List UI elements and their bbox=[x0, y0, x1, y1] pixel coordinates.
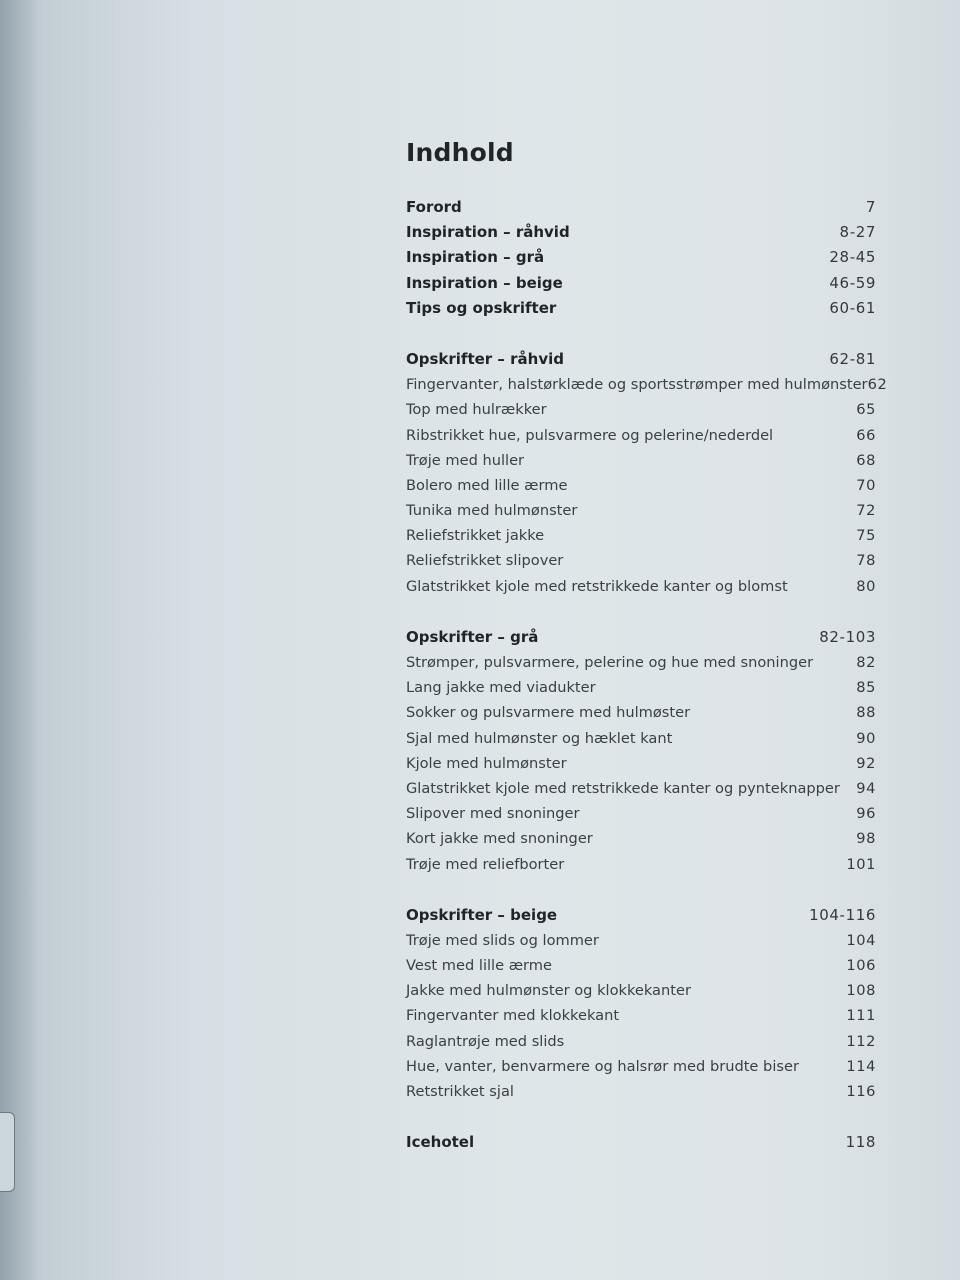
toc-page-number: 96 bbox=[856, 805, 876, 823]
toc-entry-label: Sjal med hulmønster og hæklet kant bbox=[406, 729, 673, 747]
toc-title: Indhold bbox=[406, 138, 514, 167]
toc-entry-label: Tunika med hulmønster bbox=[406, 502, 578, 520]
toc-entry-label: Retstrikket sjal bbox=[406, 1083, 514, 1100]
toc-sections bbox=[406, 195, 888, 1155]
toc-section bbox=[406, 347, 888, 599]
toc-section bbox=[406, 1130, 876, 1155]
toc-section bbox=[406, 903, 876, 1105]
toc-page-number: 60-61 bbox=[829, 298, 876, 317]
toc-entry-row bbox=[406, 423, 876, 448]
toc-page-number: 62 bbox=[867, 376, 888, 394]
toc-section bbox=[406, 195, 876, 321]
toc-entry-row bbox=[406, 372, 888, 397]
table-of-contents bbox=[406, 138, 888, 1181]
toc-entry-row bbox=[406, 548, 876, 573]
toc-page-number: 106 bbox=[846, 957, 876, 975]
toc-heading-row bbox=[406, 1130, 876, 1155]
toc-page-number: 88 bbox=[856, 704, 876, 722]
toc-entry-label: Inspiration – grå bbox=[406, 248, 545, 267]
toc-entry-row bbox=[406, 978, 876, 1003]
toc-page-number: 98 bbox=[856, 830, 876, 848]
toc-entry-label: Opskrifter – råhvid bbox=[406, 349, 564, 368]
toc-entry-label: Hue, vanter, benvarmere og halsrør med brudte biser bbox=[406, 1057, 799, 1075]
toc-entry-label: Fingervanter, halstørklæde og sportsstrømper med hulmønster bbox=[406, 376, 868, 394]
toc-page-number: 8-27 bbox=[839, 223, 876, 242]
toc-entry-label: Kort jakke med snoninger bbox=[406, 830, 593, 848]
toc-entry-label: Sokker og pulsvarmere med hulmøster bbox=[406, 704, 691, 722]
toc-heading-row bbox=[406, 195, 876, 220]
toc-page-number: 108 bbox=[846, 982, 876, 1000]
toc-page-number: 112 bbox=[846, 1032, 876, 1050]
toc-entry-label: Ribstrikket hue, pulsvarmere og pelerine/nederdel bbox=[406, 426, 774, 444]
toc-entry-label: Fingervanter med klokkekant bbox=[406, 1007, 620, 1025]
toc-entry-label: Glatstrikket kjole med retstrikkede kanter og blomst bbox=[406, 577, 788, 595]
toc-page-number: 66 bbox=[856, 426, 876, 444]
toc-page-number: 75 bbox=[856, 527, 876, 545]
toc-page-number: 82 bbox=[856, 654, 876, 671]
toc-page-number: 7 bbox=[865, 198, 876, 216]
toc-entry-row bbox=[406, 574, 876, 599]
toc-entry-label: Top med hulrækker bbox=[406, 401, 547, 419]
toc-entry-label: Reliefstrikket slipover bbox=[406, 552, 564, 570]
toc-page-number: 82-103 bbox=[819, 627, 876, 646]
toc-entry-row bbox=[406, 1029, 876, 1054]
toc-entry-row bbox=[406, 726, 876, 751]
toc-page-number: 101 bbox=[846, 855, 876, 873]
toc-entry-row bbox=[406, 776, 876, 801]
toc-entry-label: Opskrifter – grå bbox=[406, 627, 539, 646]
toc-entry-label: Bolero med lille ærme bbox=[406, 476, 568, 494]
toc-entry-label: Forord bbox=[406, 198, 462, 216]
toc-page-number: 46-59 bbox=[829, 273, 876, 292]
toc-heading-row bbox=[406, 625, 876, 650]
toc-entry-row bbox=[406, 751, 876, 776]
toc-entry-label: Strømper, pulsvarmere, pelerine og hue med snoninger bbox=[406, 654, 814, 671]
toc-entry-label: Glatstrikket kjole med retstrikkede kanter og pynteknapper bbox=[406, 779, 840, 797]
toc-entry-row bbox=[406, 523, 876, 548]
toc-page-number: 62-81 bbox=[829, 349, 876, 368]
toc-entry-label: Tips og opskrifter bbox=[406, 298, 557, 317]
toc-page-number: 114 bbox=[846, 1057, 876, 1075]
toc-heading-row bbox=[406, 220, 876, 245]
toc-entry-label: Reliefstrikket jakke bbox=[406, 527, 545, 545]
toc-page-number: 78 bbox=[856, 552, 876, 570]
toc-entry-label: Kjole med hulmønster bbox=[406, 754, 567, 772]
toc-page-number: 65 bbox=[856, 401, 876, 419]
toc-page-number: 90 bbox=[856, 729, 876, 747]
toc-page-number: 104-116 bbox=[809, 905, 876, 924]
toc-entry-row bbox=[406, 953, 876, 978]
toc-page-number: 118 bbox=[845, 1133, 876, 1152]
toc-page-number: 80 bbox=[856, 577, 876, 595]
toc-heading-row bbox=[406, 296, 876, 321]
toc-entry-label: Lang jakke med viadukter bbox=[406, 679, 596, 697]
toc-page-number: 104 bbox=[846, 931, 876, 949]
toc-page-number: 111 bbox=[846, 1007, 876, 1025]
toc-heading-row bbox=[406, 347, 876, 372]
toc-entry-label: Trøje med huller bbox=[406, 451, 525, 469]
toc-page-number: 94 bbox=[856, 779, 876, 797]
toc-heading-row bbox=[406, 903, 876, 928]
toc-entry-row bbox=[406, 473, 876, 498]
toc-entry-row bbox=[406, 852, 876, 877]
toc-heading-row bbox=[406, 245, 876, 270]
toc-entry-label: Inspiration – råhvid bbox=[406, 223, 570, 242]
toc-section bbox=[406, 625, 876, 877]
page-gutter-shadow bbox=[0, 0, 40, 1280]
toc-entry-label: Slipover med snoninger bbox=[406, 805, 580, 823]
toc-entry-row bbox=[406, 675, 876, 700]
toc-page-number: 92 bbox=[856, 754, 876, 772]
toc-entry-label: Raglantrøje med slids bbox=[406, 1032, 565, 1050]
toc-entry-label: Vest med lille ærme bbox=[406, 957, 552, 975]
toc-entry-row bbox=[406, 498, 876, 523]
toc-page-number: 85 bbox=[856, 679, 876, 697]
toc-entry-label: Icehotel bbox=[406, 1133, 475, 1152]
toc-page-number: 28-45 bbox=[829, 248, 876, 267]
toc-entry-label: Inspiration – beige bbox=[406, 273, 563, 292]
toc-entry-row bbox=[406, 928, 876, 953]
toc-entry-label: Trøje med reliefborter bbox=[406, 855, 565, 873]
toc-entry-row bbox=[406, 1079, 876, 1104]
toc-entry-row bbox=[406, 650, 876, 675]
toc-entry-row bbox=[406, 1003, 876, 1028]
toc-entry-row bbox=[406, 826, 876, 851]
toc-entry-row bbox=[406, 1054, 876, 1079]
toc-page-number: 72 bbox=[856, 502, 876, 520]
toc-entry-label: Trøje med slids og lommer bbox=[406, 931, 599, 949]
toc-entry-label: Jakke med hulmønster og klokkekanter bbox=[406, 982, 691, 1000]
previous-page-edge bbox=[0, 1112, 15, 1192]
toc-entry-label: Opskrifter – beige bbox=[406, 905, 558, 924]
toc-entry-row bbox=[406, 397, 876, 422]
toc-entry-row bbox=[406, 700, 876, 725]
toc-entry-row bbox=[406, 801, 876, 826]
toc-entry-row bbox=[406, 448, 876, 473]
toc-heading-row bbox=[406, 271, 876, 296]
toc-page-number: 68 bbox=[856, 451, 876, 469]
toc-page-number: 116 bbox=[846, 1083, 876, 1100]
toc-page-number: 70 bbox=[856, 476, 876, 494]
